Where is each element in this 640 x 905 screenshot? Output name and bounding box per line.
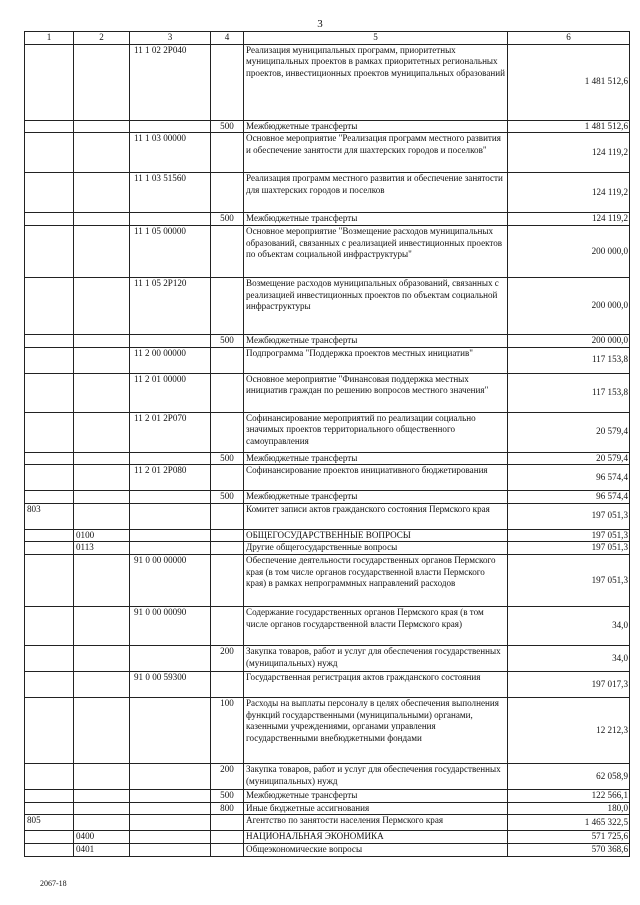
admin-code-cell xyxy=(25,347,74,373)
expense-type-cell: 200 xyxy=(211,646,244,672)
expense-type-cell: 100 xyxy=(211,698,244,764)
description-cell: Межбюджетные трансферты xyxy=(244,452,508,465)
admin-code-cell xyxy=(25,764,74,790)
description-cell: Содержание государственных органов Пермского края (в том числе органов государственной власти Пермского края) xyxy=(244,607,508,646)
table-row xyxy=(25,277,630,334)
description-cell: Софинансирование мероприятий по реализации социально значимых проектов территориального общественного самоуправления xyxy=(244,412,508,452)
expense-type-cell xyxy=(211,465,244,491)
table-row xyxy=(25,44,630,120)
budget-table xyxy=(24,31,630,857)
header-cell-2: 2 xyxy=(74,32,130,45)
description-cell: Закупка товаров, работ и услуг для обеспечения государственных (муниципальных) нужд xyxy=(244,764,508,790)
section-code-cell xyxy=(74,133,130,173)
target-article-cell xyxy=(130,120,211,133)
admin-code-cell: 805 xyxy=(25,815,74,831)
target-article-cell xyxy=(130,815,211,831)
amount-cell: 96 574,4 xyxy=(508,465,630,491)
target-article-cell: 11 1 03 51560 xyxy=(130,173,211,213)
section-code-cell xyxy=(74,802,130,815)
description-cell: Расходы на выплаты персоналу в целях обеспечения выполнения функций государственными (муниципальными) органами, казенными учреждениями, органами управления государственными внебюджетными фондами xyxy=(244,698,508,764)
description-cell: Основное мероприятие "Возмещение расходов муниципальных образований, связанных с реализацией инвестиционных проектов по объектам социальной инфраструктуры" xyxy=(244,225,508,277)
table-row xyxy=(25,133,630,173)
section-code-cell xyxy=(74,503,130,529)
amount-cell: 197 051,3 xyxy=(508,529,630,542)
target-article-cell xyxy=(130,491,211,504)
description-cell: Иные бюджетные ассигнования xyxy=(244,802,508,815)
expense-type-cell xyxy=(211,503,244,529)
description-cell: Реализация программ местного развития и обеспечение занятости для шахтерских городов и поселков xyxy=(244,173,508,213)
admin-code-cell xyxy=(25,802,74,815)
section-code-cell xyxy=(74,646,130,672)
admin-code-cell xyxy=(25,452,74,465)
amount-cell: 197 017,3 xyxy=(508,672,630,698)
table-row xyxy=(25,815,630,831)
section-code-cell xyxy=(74,334,130,347)
target-article-cell: 91 0 00 59300 xyxy=(130,672,211,698)
admin-code-cell xyxy=(25,831,74,844)
target-article-cell: 11 1 02 2P040 xyxy=(130,44,211,120)
expense-type-cell: 500 xyxy=(211,452,244,465)
admin-code-cell xyxy=(25,44,74,120)
expense-type-cell xyxy=(211,815,244,831)
target-article-cell: 11 2 01 00000 xyxy=(130,373,211,412)
table-row xyxy=(25,529,630,542)
admin-code-cell xyxy=(25,173,74,213)
amount-cell: 117 153,8 xyxy=(508,347,630,373)
table-row xyxy=(25,465,630,491)
target-article-cell xyxy=(130,529,211,542)
amount-cell: 62 058,9 xyxy=(508,764,630,790)
expense-type-cell xyxy=(211,225,244,277)
table-row xyxy=(25,802,630,815)
section-code-cell xyxy=(74,790,130,803)
section-code-cell xyxy=(74,491,130,504)
header-cell-5: 5 xyxy=(244,32,508,45)
amount-cell: 12 212,3 xyxy=(508,698,630,764)
admin-code-cell xyxy=(25,529,74,542)
section-code-cell xyxy=(74,412,130,452)
target-article-cell xyxy=(130,698,211,764)
section-code-cell xyxy=(74,213,130,226)
description-cell: Государственная регистрация актов гражданского состояния xyxy=(244,672,508,698)
admin-code-cell xyxy=(25,790,74,803)
expense-type-cell: 500 xyxy=(211,334,244,347)
amount-cell: 197 051,3 xyxy=(508,555,630,607)
amount-cell: 96 574,4 xyxy=(508,491,630,504)
admin-code-cell xyxy=(25,120,74,133)
target-article-cell: 11 1 03 00000 xyxy=(130,133,211,173)
section-code-cell xyxy=(74,277,130,334)
description-cell: Межбюджетные трансферты xyxy=(244,213,508,226)
amount-cell: 1 481 512,6 xyxy=(508,44,630,120)
table-row xyxy=(25,764,630,790)
target-article-cell: 11 1 05 00000 xyxy=(130,225,211,277)
expense-type-cell xyxy=(211,347,244,373)
admin-code-cell xyxy=(25,607,74,646)
expense-type-cell xyxy=(211,373,244,412)
expense-type-cell xyxy=(211,607,244,646)
table-row xyxy=(25,843,630,856)
expense-type-cell xyxy=(211,555,244,607)
description-cell: Основное мероприятие "Финансовая поддержка местных инициатив граждан по решению вопросов местного значения" xyxy=(244,373,508,412)
expense-type-cell xyxy=(211,542,244,555)
amount-cell: 180,0 xyxy=(508,802,630,815)
amount-cell: 570 368,6 xyxy=(508,843,630,856)
table-row xyxy=(25,225,630,277)
description-cell: Межбюджетные трансферты xyxy=(244,120,508,133)
section-code-cell xyxy=(74,373,130,412)
header-cell-1: 1 xyxy=(25,32,74,45)
expense-type-cell: 500 xyxy=(211,120,244,133)
description-cell: Закупка товаров, работ и услуг для обеспечения государственных (муниципальных) нужд xyxy=(244,646,508,672)
section-code-cell xyxy=(74,555,130,607)
amount-cell: 124 119,2 xyxy=(508,133,630,173)
section-code-cell xyxy=(74,173,130,213)
amount-cell: 197 051,3 xyxy=(508,503,630,529)
expense-type-cell xyxy=(211,173,244,213)
section-code-cell: 0113 xyxy=(74,542,130,555)
section-code-cell xyxy=(74,452,130,465)
expense-type-cell: 800 xyxy=(211,802,244,815)
description-cell: Агентство по занятости населения Пермского края xyxy=(244,815,508,831)
page-number: 3 xyxy=(317,18,323,30)
admin-code-cell xyxy=(25,213,74,226)
table-row xyxy=(25,672,630,698)
table-row xyxy=(25,831,630,844)
section-code-cell xyxy=(74,815,130,831)
section-code-cell: 0100 xyxy=(74,529,130,542)
amount-cell: 122 566,1 xyxy=(508,790,630,803)
amount-cell: 200 000,0 xyxy=(508,277,630,334)
description-cell: Комитет записи актов гражданского состояния Пермского края xyxy=(244,503,508,529)
table-row xyxy=(25,373,630,412)
table-row xyxy=(25,452,630,465)
description-cell: Реализация муниципальных программ, приоритетных муниципальных проектов в рамках приоритетных региональных проектов, инвестиционных проектов муниципальных образований xyxy=(244,44,508,120)
target-article-cell xyxy=(130,790,211,803)
description-cell: Межбюджетные трансферты xyxy=(244,790,508,803)
target-article-cell xyxy=(130,764,211,790)
target-article-cell xyxy=(130,452,211,465)
section-code-cell: 0401 xyxy=(74,843,130,856)
admin-code-cell xyxy=(25,133,74,173)
table-row xyxy=(25,607,630,646)
admin-code-cell xyxy=(25,542,74,555)
amount-cell: 124 119,2 xyxy=(508,213,630,226)
amount-cell: 20 579,4 xyxy=(508,412,630,452)
header-cell-4: 4 xyxy=(211,32,244,45)
expense-type-cell xyxy=(211,672,244,698)
description-cell: Другие общегосударственные вопросы xyxy=(244,542,508,555)
header-cell-3: 3 xyxy=(130,32,211,45)
target-article-cell: 11 2 01 2P070 xyxy=(130,412,211,452)
section-code-cell: 0400 xyxy=(74,831,130,844)
admin-code-cell xyxy=(25,555,74,607)
description-cell: Межбюджетные трансферты xyxy=(244,334,508,347)
expense-type-cell: 200 xyxy=(211,764,244,790)
admin-code-cell xyxy=(25,277,74,334)
table-row xyxy=(25,503,630,529)
table-row xyxy=(25,698,630,764)
table-row xyxy=(25,542,630,555)
target-article-cell xyxy=(130,802,211,815)
header-row xyxy=(25,32,630,45)
admin-code-cell xyxy=(25,465,74,491)
description-cell: Подпрограмма "Поддержка проектов местных инициатив" xyxy=(244,347,508,373)
section-code-cell xyxy=(74,672,130,698)
section-code-cell xyxy=(74,607,130,646)
admin-code-cell xyxy=(25,334,74,347)
table-row xyxy=(25,334,630,347)
admin-code-cell xyxy=(25,672,74,698)
target-article-cell: 91 0 00 00090 xyxy=(130,607,211,646)
table-row xyxy=(25,646,630,672)
target-article-cell xyxy=(130,213,211,226)
admin-code-cell xyxy=(25,491,74,504)
description-cell: Софинансирование проектов инициативного бюджетирования xyxy=(244,465,508,491)
admin-code-cell xyxy=(25,225,74,277)
admin-code-cell xyxy=(25,373,74,412)
description-cell: Основное мероприятие "Реализация программ местного развития и обеспечение занятости для шахтерских городов и поселков" xyxy=(244,133,508,173)
target-article-cell xyxy=(130,503,211,529)
table-row xyxy=(25,412,630,452)
amount-cell: 200 000,0 xyxy=(508,334,630,347)
target-article-cell xyxy=(130,646,211,672)
amount-cell: 34,0 xyxy=(508,646,630,672)
amount-cell: 1 481 512,6 xyxy=(508,120,630,133)
target-article-cell: 11 2 00 00000 xyxy=(130,347,211,373)
table-row xyxy=(25,120,630,133)
target-article-cell: 91 0 00 00000 xyxy=(130,555,211,607)
amount-cell: 20 579,4 xyxy=(508,452,630,465)
description-cell: Межбюджетные трансферты xyxy=(244,491,508,504)
amount-cell: 34,0 xyxy=(508,607,630,646)
header-cell-6: 6 xyxy=(508,32,630,45)
table-row xyxy=(25,213,630,226)
admin-code-cell xyxy=(25,843,74,856)
expense-type-cell xyxy=(211,843,244,856)
target-article-cell xyxy=(130,542,211,555)
footer-document-code: 2067-18 xyxy=(40,879,67,888)
section-code-cell xyxy=(74,465,130,491)
target-article-cell: 11 1 05 2P120 xyxy=(130,277,211,334)
admin-code-cell: 803 xyxy=(25,503,74,529)
amount-cell: 117 153,8 xyxy=(508,373,630,412)
target-article-cell: 11 2 01 2P080 xyxy=(130,465,211,491)
target-article-cell xyxy=(130,843,211,856)
expense-type-cell: 500 xyxy=(211,790,244,803)
section-code-cell xyxy=(74,347,130,373)
section-code-cell xyxy=(74,225,130,277)
target-article-cell xyxy=(130,831,211,844)
description-cell: Возмещение расходов муниципальных образований, связанных с реализацией инвестиционных проектов по объектам социальной инфраструктуры xyxy=(244,277,508,334)
target-article-cell xyxy=(130,334,211,347)
table-row xyxy=(25,173,630,213)
section-code-cell xyxy=(74,698,130,764)
expense-type-cell xyxy=(211,412,244,452)
section-code-cell xyxy=(74,44,130,120)
amount-cell: 1 465 322,5 xyxy=(508,815,630,831)
table-body xyxy=(25,32,630,857)
amount-cell: 124 119,2 xyxy=(508,173,630,213)
description-cell: ОБЩЕГОСУДАРСТВЕННЫЕ ВОПРОСЫ xyxy=(244,529,508,542)
table-row xyxy=(25,790,630,803)
admin-code-cell xyxy=(25,412,74,452)
expense-type-cell xyxy=(211,277,244,334)
expense-type-cell xyxy=(211,831,244,844)
description-cell: Обеспечение деятельности государственных органов Пермского края (в том числе органов государственной власти Пермского края) в рамках непрограммных направлений расходов xyxy=(244,555,508,607)
expense-type-cell xyxy=(211,529,244,542)
description-cell: НАЦИОНАЛЬНАЯ ЭКОНОМИКА xyxy=(244,831,508,844)
expense-type-cell xyxy=(211,44,244,120)
expense-type-cell: 500 xyxy=(211,213,244,226)
description-cell: Общеэкономические вопросы xyxy=(244,843,508,856)
section-code-cell xyxy=(74,764,130,790)
table-row xyxy=(25,491,630,504)
table-row xyxy=(25,555,630,607)
admin-code-cell xyxy=(25,646,74,672)
table-row xyxy=(25,347,630,373)
expense-type-cell xyxy=(211,133,244,173)
amount-cell: 197 051,3 xyxy=(508,542,630,555)
amount-cell: 200 000,0 xyxy=(508,225,630,277)
amount-cell: 571 725,6 xyxy=(508,831,630,844)
admin-code-cell xyxy=(25,698,74,764)
expense-type-cell: 500 xyxy=(211,491,244,504)
section-code-cell xyxy=(74,120,130,133)
